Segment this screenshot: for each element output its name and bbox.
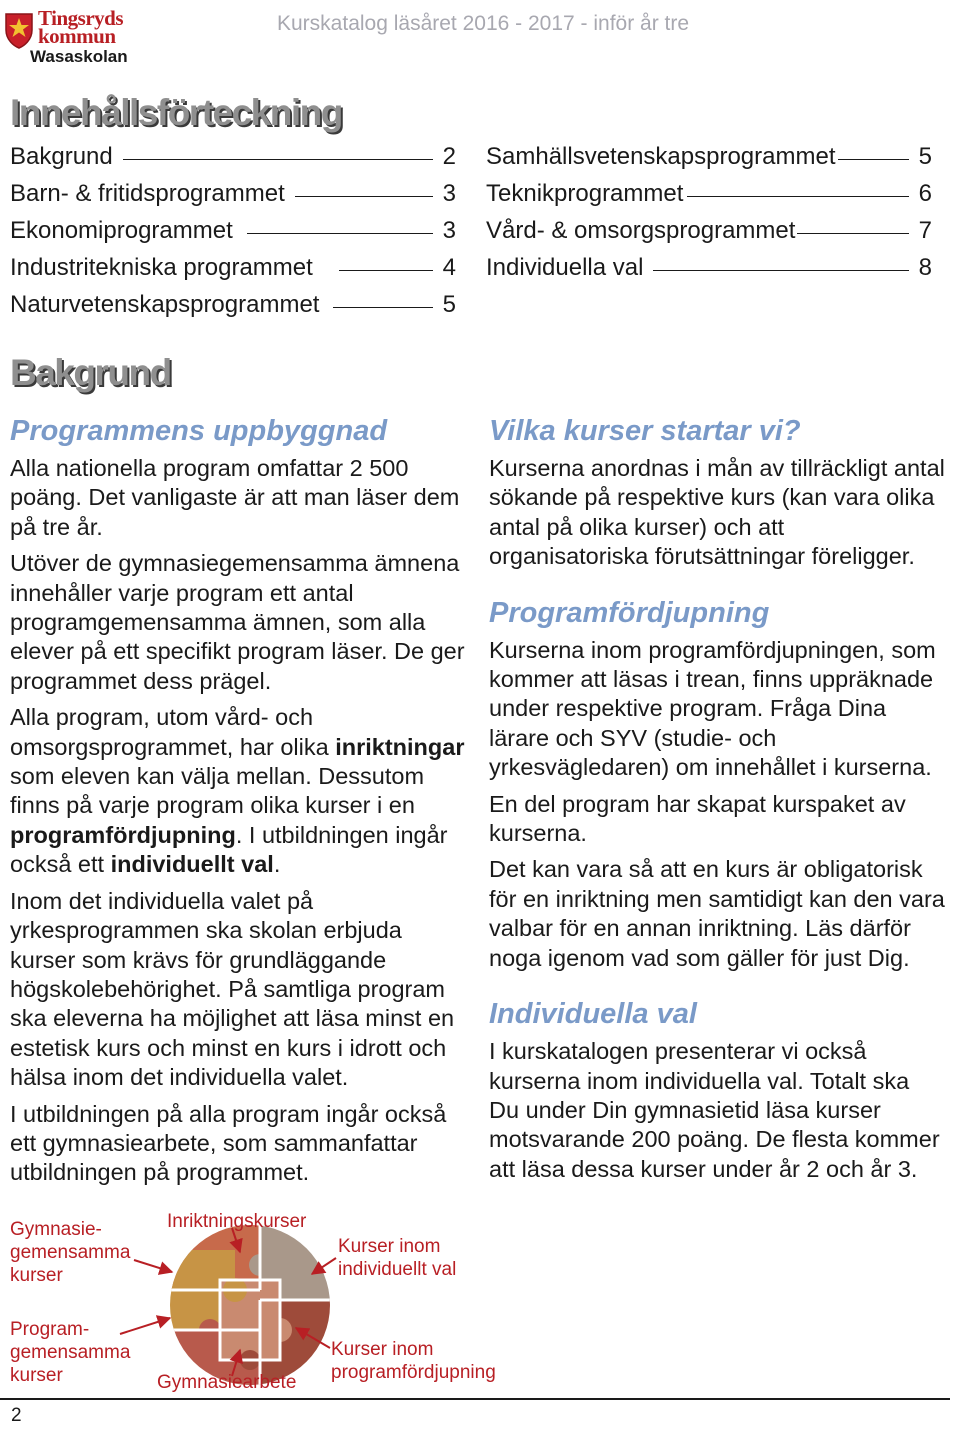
logo-line-2: kommun: [38, 24, 116, 48]
toc-entry[interactable]: [10, 291, 456, 328]
label-inriktningskurser: Inriktningskurser: [167, 1211, 307, 1232]
text: som eleven kan välja mellan. Dessutom finns på varje program olika kurser i en: [10, 763, 425, 819]
subheading: Individuella val: [489, 998, 697, 1031]
toc-entry-label: Industritekniska programmet: [10, 254, 313, 281]
toc-entry-label: Ekonomiprogrammet: [10, 217, 233, 244]
logo-line-1: Tingsryds: [38, 6, 123, 30]
paragraph: Utöver de gymnasiegemensamma ämnena innehåller varje program ett antal programgemensamma ämnen, som alla elever på ett specifikt program läser. De ger programmet dess prägel.: [10, 550, 465, 694]
bold-term: individuellt val: [110, 851, 274, 878]
toc-entry-label: Vård- & omsorgsprogrammet: [486, 217, 796, 244]
left-column: [10, 414, 466, 1195]
toc-right-column: [486, 143, 932, 291]
arrow-individuellt-val: [312, 1258, 336, 1274]
label-line: Kurser inom: [331, 1339, 434, 1360]
toc-entry[interactable]: [10, 143, 456, 180]
label-line: individuellt val: [338, 1259, 457, 1280]
paragraph: I utbildningen på alla program ingår också ett gymnasiearbete, som sammanfattar utbildningen på programmet.: [10, 1100, 447, 1186]
toc-entry-page: 5: [442, 291, 456, 318]
toc-entry-label: Individuella val: [486, 254, 644, 281]
toc-leader-line: [653, 270, 908, 271]
arrow-gymnasiegemensamma: [134, 1260, 172, 1272]
toc-leader-line: [797, 233, 908, 234]
toc-heading: Innehållsförteckning: [10, 92, 342, 133]
label-programfordjupning: [331, 1338, 496, 1384]
logo-school: Wasaskolan: [30, 47, 128, 66]
toc-entry-page: 7: [918, 217, 932, 244]
toc-entry-page: 6: [918, 180, 932, 207]
footer-rule: [0, 1398, 950, 1400]
label-line: kurser: [10, 1365, 63, 1386]
toc-leader-line: [295, 196, 433, 197]
bold-term: programfördjupning: [10, 821, 236, 848]
toc-leader-line: [687, 196, 908, 197]
toc-entry-label: Samhällsvetenskapsprogrammet: [486, 143, 836, 170]
section-heading: Bakgrund: [10, 352, 171, 393]
toc-entry[interactable]: [10, 254, 456, 291]
toc-entry[interactable]: [486, 254, 932, 291]
right-column: [489, 414, 945, 1191]
toc-entry-label: Barn- & fritidsprogrammet: [10, 180, 285, 207]
toc-entry-page: 8: [918, 254, 932, 281]
subheading: Programmens uppbyggnad: [10, 415, 388, 447]
paragraph: I kurskatalogen presenterar vi också kurserna inom individuella val. Totalt ska Du under Din gymnasietid läsa kurser motsvarande 200 poäng. De flesta kommer att läsa dessa kurser under år 2 och år 3.: [489, 1038, 940, 1182]
text: Alla program, utom vård- och omsorgsprogrammet, har olika: [10, 704, 336, 760]
label-line: kurser: [10, 1265, 63, 1286]
paragraph: Kurserna anordnas i mån av tillräckligt antal sökande på respektive kurs (kan vara olika antal på olika kurser) och att organisatoriska förutsättningar föreligger.: [489, 455, 945, 570]
text: .: [273, 851, 281, 878]
label-line: gemensamma: [10, 1342, 131, 1363]
subheading: Programfördjupning: [489, 596, 770, 629]
toc-entry[interactable]: [10, 217, 456, 254]
label-programgemensamma: [10, 1318, 130, 1387]
coat-of-arms-icon: [4, 10, 34, 50]
text: . I utbildningen ingår också ett: [10, 821, 448, 878]
label-individuellt-val: [338, 1235, 456, 1281]
page-number: 2: [11, 1405, 22, 1426]
label-gymnasiegemensamma: [10, 1218, 130, 1287]
toc-leader-line: [838, 159, 909, 160]
label-line: Kurser inom: [338, 1236, 441, 1257]
toc-leader-line: [123, 159, 433, 160]
toc-entry-page: 3: [442, 180, 456, 207]
paragraph: [10, 703, 466, 879]
toc-entry[interactable]: [486, 217, 932, 254]
catalog-title: Kurskatalog läsåret 2016 - 2017 - inför år tre: [277, 12, 690, 35]
label-gymnasiearbete: Gymnasiearbete: [157, 1372, 297, 1393]
toc-entry-page: 2: [442, 143, 456, 170]
toc-entry-page: 4: [442, 254, 456, 281]
bold-term: inriktningar: [335, 733, 465, 760]
paragraph: Inom det individuella valet på yrkesprogrammen ska skolan erbjuda kurser som krävs för grundläggande högskolebehörighet. På samtliga program ska eleverna ha möjlighet att läsa minst en estetisk kurs och minst en kurs i idrott och hälsa inom det individuella valet.: [10, 887, 455, 1091]
toc-left-column: [10, 143, 456, 328]
paragraph: Kurserna inom programfördjupningen, som kommer att läsas i trean, finns uppräknade under respektive program. Fråga Dina lärare och SYV (studie- och yrkesvägledaren) om innehållet i kurserna.: [489, 636, 936, 781]
paragraph: En del program har skapat kurspaket av kurserna.: [489, 790, 906, 847]
toc-leader-line: [247, 233, 433, 234]
paragraph: Det kan vara så att en kurs är obligatorisk för en inriktning men samtidigt kan den vara valbar för en annan inriktning. Läs därför noga igenom vad som gäller för just Dig.: [489, 856, 945, 971]
toc-entry[interactable]: [486, 143, 932, 180]
toc-leader-line: [333, 307, 432, 308]
label-line: gemensamma: [10, 1242, 131, 1263]
toc-entry-label: Teknikprogrammet: [486, 180, 684, 207]
municipality-logo: [4, 8, 136, 64]
label-line: Gymnasie-: [10, 1219, 102, 1240]
subheading: Vilka kurser startar vi?: [489, 415, 801, 447]
arrow-programfordjupning: [296, 1328, 330, 1348]
toc-entry[interactable]: [10, 180, 456, 217]
label-line: programfördjupning: [331, 1362, 496, 1383]
toc-entry-page: 5: [918, 143, 932, 170]
paragraph: Alla nationella program omfattar 2 500 poäng. Det vanligaste är att man läser dem på tre år.: [10, 455, 460, 540]
toc-entry-page: 3: [442, 217, 456, 244]
toc-entry[interactable]: [486, 180, 932, 217]
label-line: Program-: [10, 1319, 90, 1340]
toc-leader-line: [339, 270, 433, 271]
toc-entry-label: Bakgrund: [10, 143, 113, 170]
toc-entry-label: Naturvetenskapsprogrammet: [10, 291, 320, 318]
